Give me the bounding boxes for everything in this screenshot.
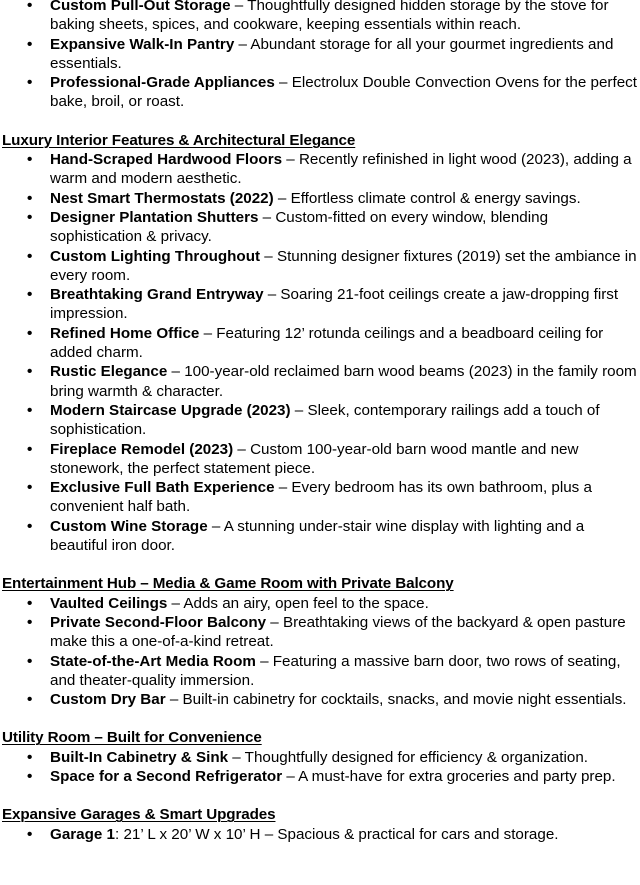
section-heading: Utility Room – Built for Convenience xyxy=(2,729,262,747)
item-term: Exclusive Full Bath Experience xyxy=(50,479,275,497)
item-separator: – xyxy=(274,74,292,92)
bullet-icon: • xyxy=(27,825,33,843)
bullet-icon: • xyxy=(27,440,33,458)
item-description: 21’ L x 20’ W x 10’ H – Spacious & practical for cars and storage. xyxy=(123,825,559,843)
bullet-icon: • xyxy=(27,594,33,612)
section-heading: Entertainment Hub – Media & Game Room with Private Balcony xyxy=(2,575,454,593)
bullet-icon: • xyxy=(27,767,33,785)
item-description: Sleek, contemporary railings add a touch of sophistication. xyxy=(50,401,600,439)
bullet-icon: • xyxy=(27,691,33,709)
item-separator: : xyxy=(115,825,124,843)
item-separator: – xyxy=(263,286,281,304)
bullet-list xyxy=(0,0,640,112)
section-garages xyxy=(0,805,640,844)
bullet-list xyxy=(0,748,640,787)
section-heading: Luxury Interior Features & Architectural Elegance xyxy=(2,131,356,149)
item-separator: – xyxy=(274,479,292,497)
bullet-icon: • xyxy=(27,517,33,535)
section-kitchen-continued xyxy=(0,0,640,112)
item-description: Adds an airy, open feel to the space. xyxy=(183,594,429,612)
item-separator: – xyxy=(230,0,248,14)
list-item xyxy=(0,362,640,401)
item-separator: – xyxy=(282,151,299,169)
list-item xyxy=(0,613,640,652)
bullet-icon: • xyxy=(27,0,33,14)
item-term: Fireplace Remodel (2023) xyxy=(50,440,234,458)
bullet-icon: • xyxy=(27,286,33,304)
item-separator: – xyxy=(282,767,299,785)
item-term: Custom Lighting Throughout xyxy=(50,247,261,265)
item-description: Featuring 12’ rotunda ceilings and a beadboard ceiling for added charm. xyxy=(50,324,604,362)
bullet-icon: • xyxy=(27,35,33,53)
list-item xyxy=(0,35,640,74)
section-spacer xyxy=(0,112,640,131)
bullet-list xyxy=(0,150,640,555)
section-utility-room xyxy=(0,728,640,786)
item-separator: – xyxy=(165,691,183,709)
item-term: Garage 1 xyxy=(50,825,116,843)
item-description: A stunning under-stair wine display with lighting and a beautiful iron door. xyxy=(50,517,585,555)
item-description: Every bedroom has its own bathroom, plus a convenient half bath. xyxy=(50,479,592,516)
list-item xyxy=(0,324,640,363)
item-separator: – xyxy=(207,517,224,535)
bullet-icon: • xyxy=(27,189,33,207)
bullet-list xyxy=(0,825,640,844)
item-term: Custom Pull-Out Storage xyxy=(50,0,231,14)
bullet-icon: • xyxy=(27,247,33,265)
bullet-icon: • xyxy=(27,748,33,766)
bullet-icon: • xyxy=(27,74,33,92)
item-term: Modern Staircase Upgrade (2023) xyxy=(50,401,291,419)
item-description: Electrolux Double Convection Ovens for the perfect bake, broil, or roast. xyxy=(50,74,637,111)
item-description: Stunning designer fixtures (2019) set the ambiance in every room. xyxy=(50,247,637,284)
section-spacer xyxy=(0,555,640,574)
item-term: Private Second-Floor Balcony xyxy=(50,613,267,631)
item-term: Nest Smart Thermostats (2022) xyxy=(50,189,274,207)
list-item xyxy=(0,478,640,517)
item-separator: – xyxy=(167,594,184,612)
item-description: Recently refinished in light wood (2023), adding a warm and modern aesthetic. xyxy=(50,151,632,188)
item-description: 100-year-old reclaimed barn wood beams (2023) in the family room bring warmth & character. xyxy=(50,363,637,400)
item-description: Built-in cabinetry for cocktails, snacks, and movie night essentials. xyxy=(182,691,627,709)
bullet-icon: • xyxy=(27,151,33,169)
item-description: Abundant storage for all your gourmet ingredients and essentials. xyxy=(50,35,614,72)
item-separator: – xyxy=(199,324,217,342)
item-separator: – xyxy=(273,189,291,207)
item-term: Rustic Elegance xyxy=(50,363,168,381)
bullet-icon: • xyxy=(27,208,33,226)
item-term: Space for a Second Refrigerator xyxy=(50,767,283,785)
bullet-icon: • xyxy=(27,363,33,381)
section-luxury-interior xyxy=(0,131,640,556)
item-description: A must-have for extra groceries and party prep. xyxy=(298,767,616,785)
list-item xyxy=(0,208,640,247)
list-item xyxy=(0,189,640,208)
list-item xyxy=(0,73,640,112)
section-spacer xyxy=(0,786,640,805)
list-item xyxy=(0,825,640,844)
item-separator: – xyxy=(260,247,277,265)
item-term: Designer Plantation Shutters xyxy=(50,208,259,226)
item-term: Custom Wine Storage xyxy=(50,517,208,535)
bullet-icon: • xyxy=(27,613,33,631)
item-description: Custom-fitted on every window, blending sophistication & privacy. xyxy=(50,208,549,246)
bullet-icon: • xyxy=(27,652,33,670)
item-description: Featuring a massive barn door, two rows of seating, and theater-quality immersion. xyxy=(50,652,621,689)
item-separator: – xyxy=(266,613,283,631)
section-heading: Expansive Garages & Smart Upgrades xyxy=(2,806,276,824)
item-separator: – xyxy=(290,401,308,419)
item-term: Vaulted Ceilings xyxy=(50,594,168,612)
bullet-list xyxy=(0,594,640,710)
item-description: Soaring 21-foot ceilings create a jaw-dropping first impression. xyxy=(50,286,619,323)
list-item xyxy=(0,690,640,709)
item-term: Breathtaking Grand Entryway xyxy=(50,286,264,304)
section-entertainment-hub xyxy=(0,574,640,709)
bullet-icon: • xyxy=(27,401,33,419)
bullet-icon: • xyxy=(27,324,33,342)
section-spacer xyxy=(0,709,640,728)
item-separator: – xyxy=(255,652,273,670)
item-separator: – xyxy=(167,363,185,381)
item-separator: – xyxy=(234,35,251,53)
item-term: State-of-the-Art Media Room xyxy=(50,652,256,670)
list-item xyxy=(0,517,640,556)
list-item xyxy=(0,0,640,35)
list-item xyxy=(0,440,640,479)
item-term: Custom Dry Bar xyxy=(50,691,166,709)
list-item xyxy=(0,150,640,189)
list-item xyxy=(0,401,640,440)
item-description: Breathtaking views of the backyard & open pasture make this a one-of-a-kind retreat. xyxy=(50,613,626,651)
item-separator: – xyxy=(258,208,276,226)
list-item xyxy=(0,652,640,691)
item-separator: – xyxy=(233,440,251,458)
item-term: Built-In Cabinetry & Sink xyxy=(50,748,229,766)
list-item xyxy=(0,285,640,324)
item-description: Thoughtfully designed for efficiency & organization. xyxy=(244,748,589,766)
list-item xyxy=(0,247,640,286)
item-description: Effortless climate control & energy savings. xyxy=(290,189,581,207)
list-item xyxy=(0,767,640,786)
bullet-icon: • xyxy=(27,479,33,497)
item-description: Thoughtfully designed hidden storage by the stove for baking sheets, spices, and cookware, keeping essentials within reach. xyxy=(50,0,609,34)
item-description: Custom 100-year-old barn wood mantle and new stonework, the perfect statement piece. xyxy=(50,440,579,477)
list-item xyxy=(0,594,640,613)
item-separator: – xyxy=(228,748,245,766)
item-term: Professional-Grade Appliances xyxy=(50,74,275,92)
item-term: Hand-Scraped Hardwood Floors xyxy=(50,151,283,169)
list-item xyxy=(0,748,640,767)
item-term: Expansive Walk-In Pantry xyxy=(50,35,235,53)
item-term: Refined Home Office xyxy=(50,324,200,342)
